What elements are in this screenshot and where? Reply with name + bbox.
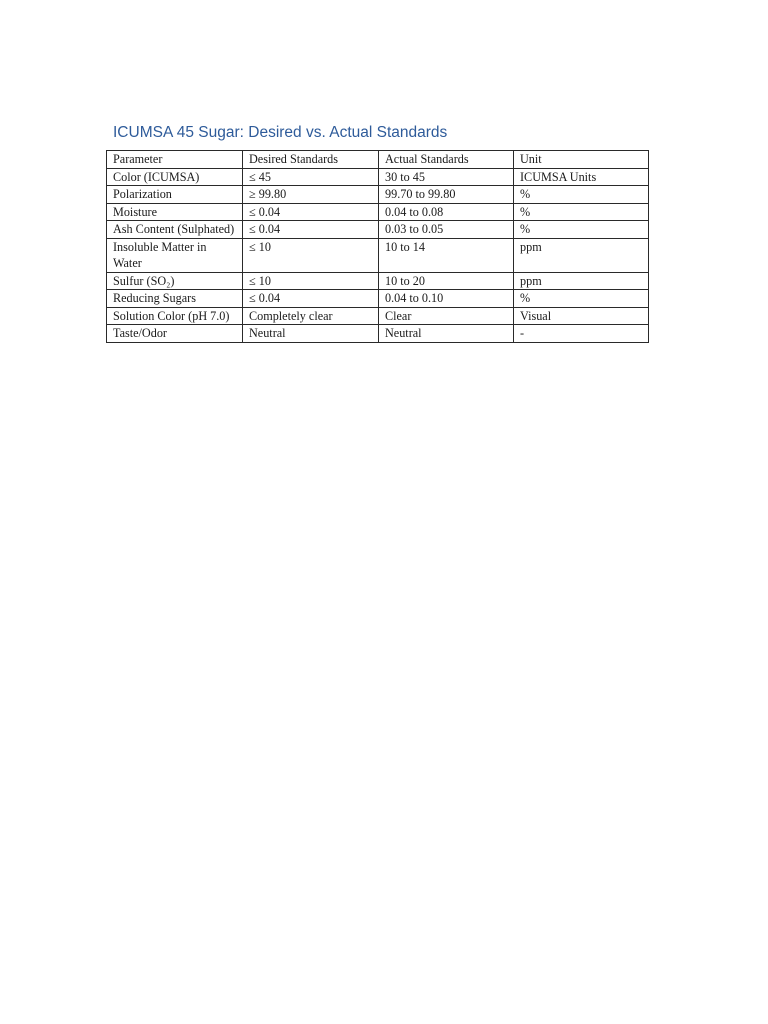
header-cell-parameter: Parameter bbox=[107, 151, 243, 169]
table-cell: ≥ 99.80 bbox=[243, 186, 379, 204]
table-cell: 10 to 14 bbox=[379, 238, 514, 272]
table-cell: Solution Color (pH 7.0) bbox=[107, 307, 243, 325]
table-row bbox=[107, 272, 649, 290]
table-cell: Insoluble Matter in Water bbox=[107, 238, 243, 272]
table-cell: Polarization bbox=[107, 186, 243, 204]
table-cell: - bbox=[514, 325, 649, 343]
table-cell: Completely clear bbox=[243, 307, 379, 325]
table-cell: Neutral bbox=[243, 325, 379, 343]
table-cell: 0.04 to 0.08 bbox=[379, 203, 514, 221]
table-cell: Color (ICUMSA) bbox=[107, 168, 243, 186]
table-row bbox=[107, 290, 649, 308]
table-row bbox=[107, 203, 649, 221]
table-cell: ≤ 0.04 bbox=[243, 290, 379, 308]
table-cell: 30 to 45 bbox=[379, 168, 514, 186]
table-row bbox=[107, 325, 649, 343]
table-cell: 0.04 to 0.10 bbox=[379, 290, 514, 308]
table-cell: Clear bbox=[379, 307, 514, 325]
table-cell: Moisture bbox=[107, 203, 243, 221]
table-cell: 99.70 to 99.80 bbox=[379, 186, 514, 204]
table-cell: ≤ 10 bbox=[243, 238, 379, 272]
table-cell: % bbox=[514, 290, 649, 308]
table-header-row bbox=[107, 151, 649, 169]
standards-table bbox=[106, 150, 649, 343]
table-row bbox=[107, 307, 649, 325]
table-cell: ≤ 0.04 bbox=[243, 203, 379, 221]
table-row bbox=[107, 186, 649, 204]
table-row bbox=[107, 221, 649, 239]
table-cell: Ash Content (Sulphated) bbox=[107, 221, 243, 239]
table-cell: Visual bbox=[514, 307, 649, 325]
table-cell: Reducing Sugars bbox=[107, 290, 243, 308]
table-cell: ICUMSA Units bbox=[514, 168, 649, 186]
table-cell: 10 to 20 bbox=[379, 272, 514, 290]
page-title: ICUMSA 45 Sugar: Desired vs. Actual Standards bbox=[113, 124, 448, 141]
table-cell: Sulfur (SO₂) bbox=[107, 272, 243, 290]
table-cell: % bbox=[514, 221, 649, 239]
table-cell: ppm bbox=[514, 272, 649, 290]
table-cell: 0.03 to 0.05 bbox=[379, 221, 514, 239]
table-row bbox=[107, 168, 649, 186]
header-cell-actual-standards: Actual Standards bbox=[379, 151, 514, 169]
table-cell: % bbox=[514, 186, 649, 204]
table-cell: ≤ 45 bbox=[243, 168, 379, 186]
table-cell: ppm bbox=[514, 238, 649, 272]
table-cell: % bbox=[514, 203, 649, 221]
table-cell: Taste/Odor bbox=[107, 325, 243, 343]
table-cell: Neutral bbox=[379, 325, 514, 343]
table-row bbox=[107, 238, 649, 272]
table-cell: ≤ 0.04 bbox=[243, 221, 379, 239]
header-cell-unit: Unit bbox=[514, 151, 649, 169]
table-cell: ≤ 10 bbox=[243, 272, 379, 290]
header-cell-desired-standards: Desired Standards bbox=[243, 151, 379, 169]
